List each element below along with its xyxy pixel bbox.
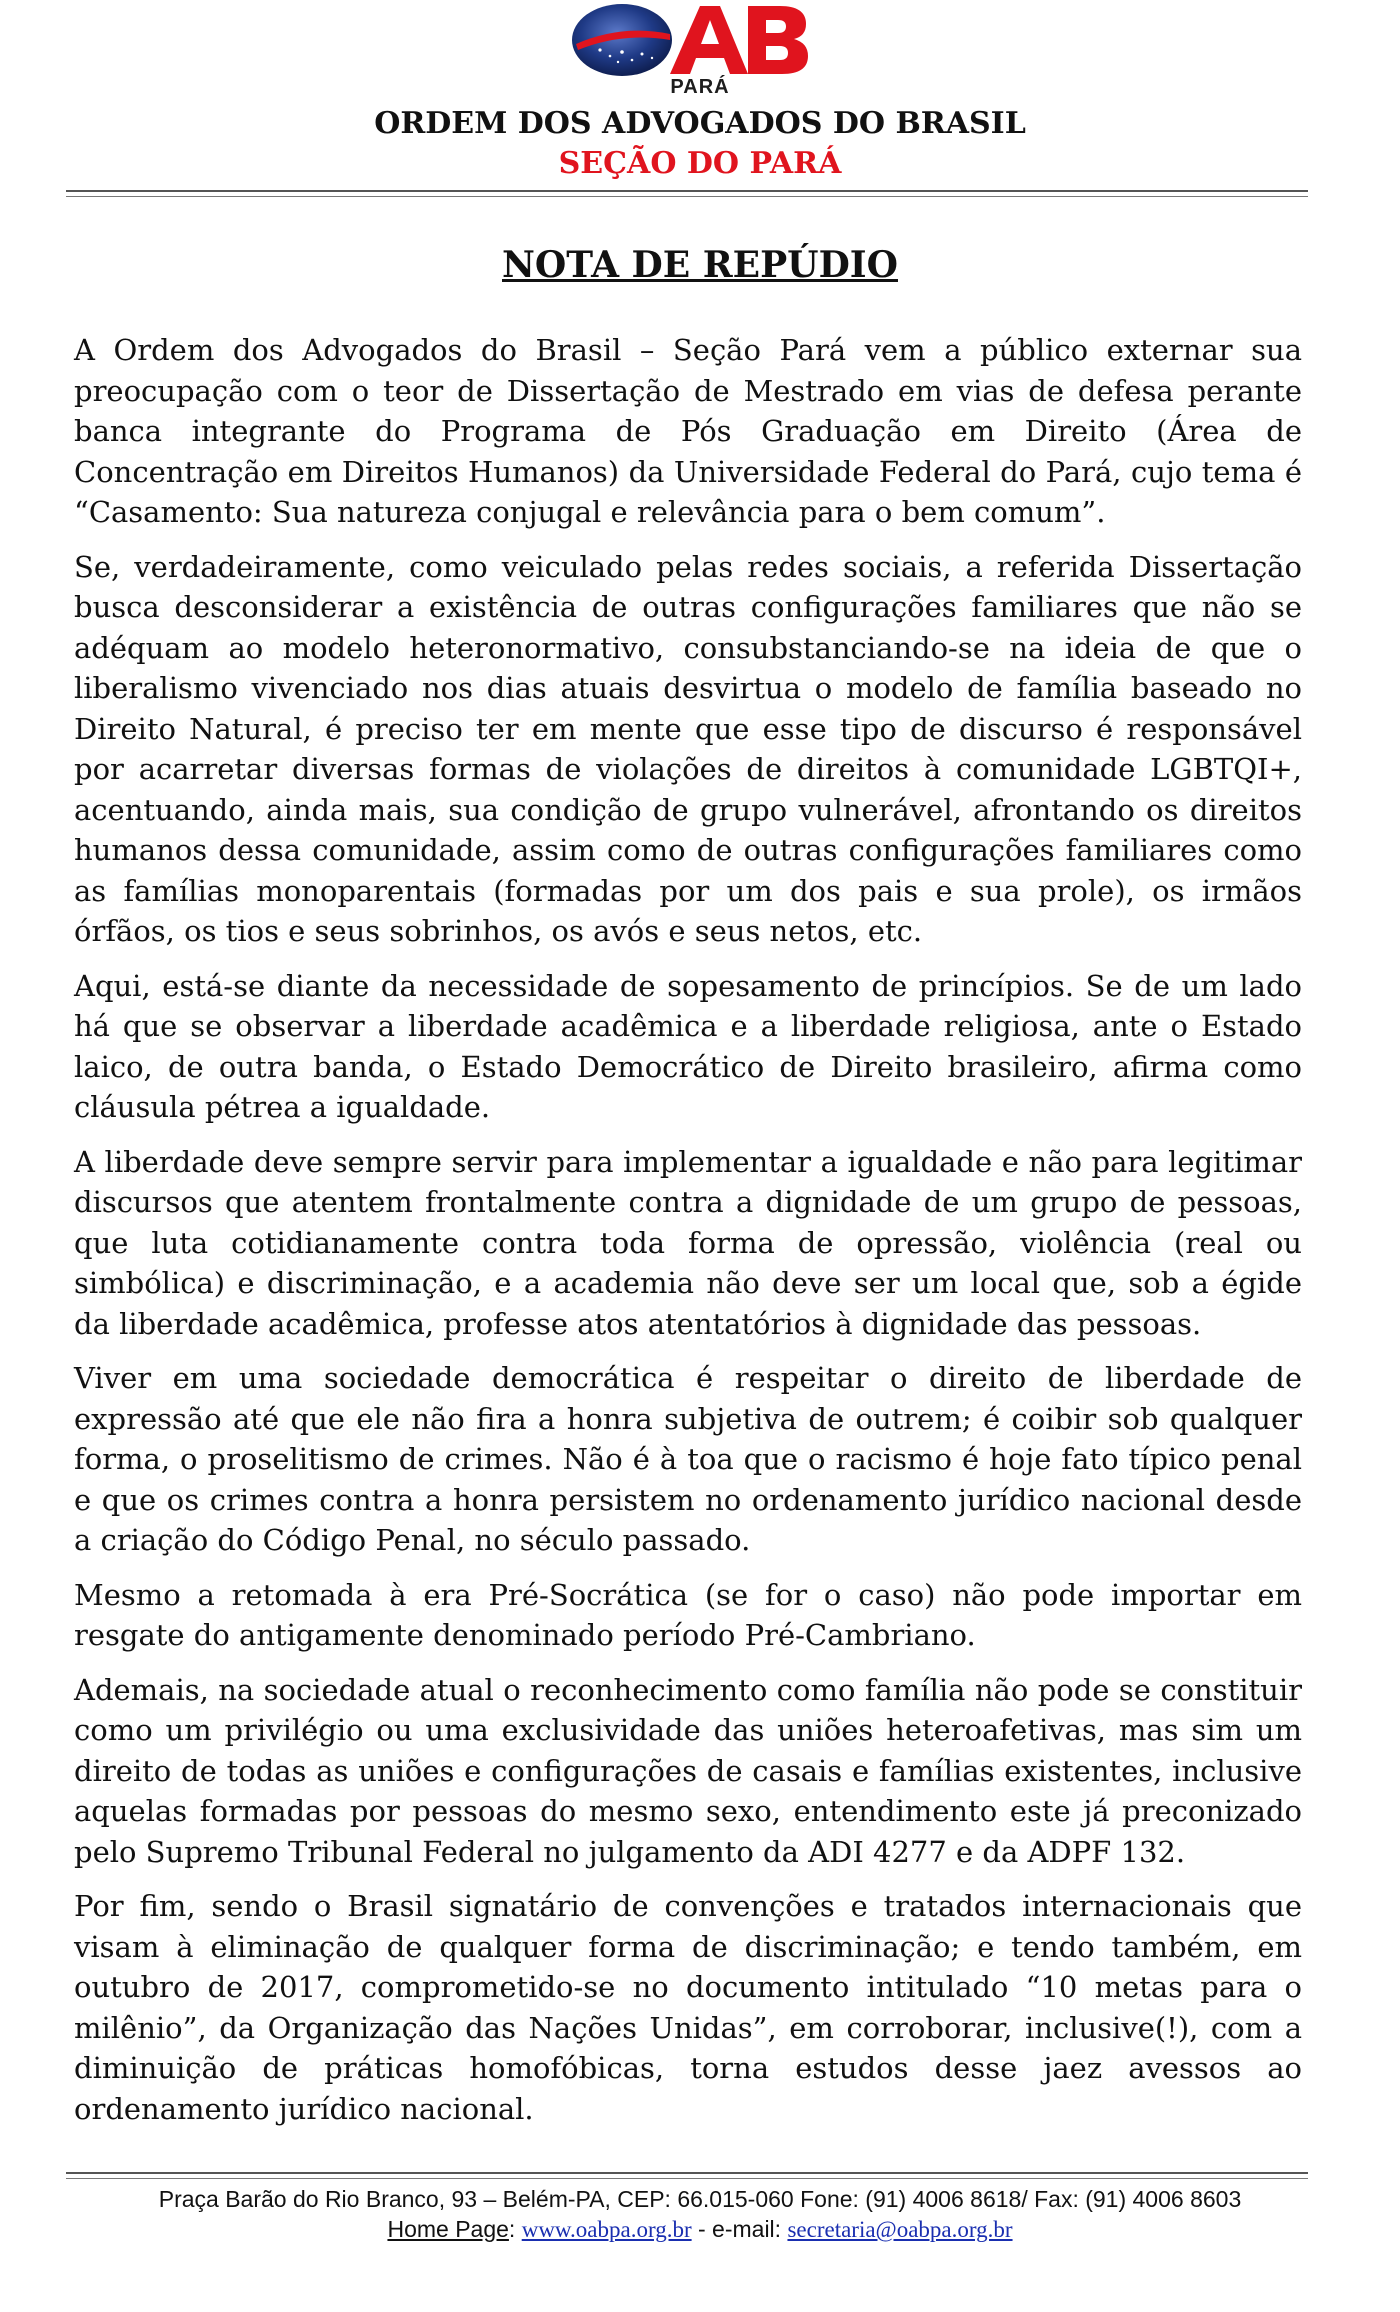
footer-contacts [0, 2216, 1400, 2243]
footer-address: Praça Barão do Rio Branco, 93 – Belém-PA, CEP: 66.015-060 Fone: (91) 4006 8618/ Fax: (91) 4006 8603 [158, 2186, 1242, 2212]
paragraph: Ademais, na sociedade atual o reconhecimento como família não pode se constituir como um privilégio ou uma exclusividade das uniões heteroafetivas, mas sim um direito de todas as uniões e configurações de casais e famílias existentes, inclusive aquelas formadas por pessoas do mesmo sexo, entendimento este já preconizado pelo Supremo Tribunal Federal no julgamento da ADI 4277 e da ADPF 132. [74, 1672, 1302, 1869]
logo-subtitle: PARÁ [670, 76, 730, 98]
footer-divider [66, 2172, 1308, 2174]
paragraph: A Ordem dos Advogados do Brasil – Seção Pará vem a público externar sua preocupação com o teor de Dissertação de Mestrado em vias de defesa perante banca integrante do Programa de Pós Graduação em Direito (Área de Concentração em Direitos Humanos) da Universidade Federal do Pará, cujo tema é “Casamento: Sua natureza conjugal e relevância para o bem comum”. [74, 333, 1302, 529]
homepage-separator: : [508, 2216, 516, 2242]
homepage-label: Home Page [387, 2216, 509, 2242]
document-title: NOTA DE REPÚDIO [502, 244, 898, 286]
email-link[interactable]: secretaria@oabpa.org.br [787, 2217, 1013, 2242]
paragraph: Por fim, sendo o Brasil signatário de convenções e tratados internacionais que visam à eliminação de qualquer forma de discriminação; e tendo também, em outubro de 2017, comprometido-se no documento intitulado “10 metas para o milênio”, da Organização das Nações Unidas”, em corroborar, inclusive(!), com a diminuição de práticas homofóbicas, torna estudos desse jaez avessos ao ordenamento jurídico nacional. [74, 1889, 1302, 2126]
paragraph: Viver em uma sociedade democrática é respeitar o direito de liberdade de expressão até que ele não fira a honra subjetiva de outrem; é coibir sob qualquer forma, o proselitismo de crimes. Não é à toa que o racismo é hoje fato típico penal e que os crimes contra a honra persistem no ordenamento jurídico nacional desde a criação do Código Penal, no século passado. [74, 1361, 1302, 1557]
email-label: - e-mail: [691, 2216, 788, 2242]
oab-logo [570, 0, 810, 80]
paragraph: Aqui, está-se diante da necessidade de sopesamento de princípios. Se de um lado há que se observar a liberdade acadêmica e a liberdade religiosa, ante o Estado laico, de outra banda, o Estado Democrático de Direito brasileiro, afirma como cláusula pétrea a igualdade. [74, 968, 1302, 1124]
paragraph: Mesmo a retomada à era Pré-Socrática (se for o caso) não pode importar em resgate do antigamente denominado período Pré-Cambriano. [74, 1577, 1302, 1652]
document-body [74, 330, 1302, 2143]
homepage-link[interactable]: www.oabpa.org.br [521, 2217, 692, 2242]
paragraph: Se, verdadeiramente, como veiculado pelas redes sociais, a referida Dissertação busca desconsiderar a existência de outras configurações familiares que não se adéquam ao modelo heteronormativo, consubstanciando-se na ideia de que o liberalismo vivenciado nos dias atuais desvirtua o modelo de família baseado no Direito Natural, é preciso ter em mente que esse tipo de discurso é responsável por acarretar diversas formas de violações de direitos à comunidade LGBTQI+, acentuando, ainda mais, sua condição de grupo vulnerável, afrontando os direitos humanos dessa comunidade, assim como de outras configurações familiares como as famílias monoparentais (formadas por um dos pais e sua prole), os irmãos órfãos, os tios e seus sobrinhos, os avós e seus netos, etc. [74, 549, 1302, 948]
oab-logo-graphic [570, 0, 810, 80]
paragraph: A liberdade deve sempre servir para implementar a igualdade e não para legitimar discursos que atentem frontalmente contra a dignidade de um grupo de pessoas, que luta cotidianamente contra toda forma de opressão, violência (real ou simbólica) e discriminação, e a academia não deve ser um local que, sob a égide da liberdade acadêmica, professe atos atentatórios à dignidade das pessoas. [74, 1144, 1302, 1341]
header-divider [66, 190, 1308, 192]
section-name: SEÇÃO DO PARÁ [558, 146, 842, 181]
footer-divider-thin [66, 2178, 1308, 2179]
header-divider-thin [66, 196, 1308, 197]
organization-name: ORDEM DOS ADVOGADOS DO BRASIL [374, 106, 1026, 141]
